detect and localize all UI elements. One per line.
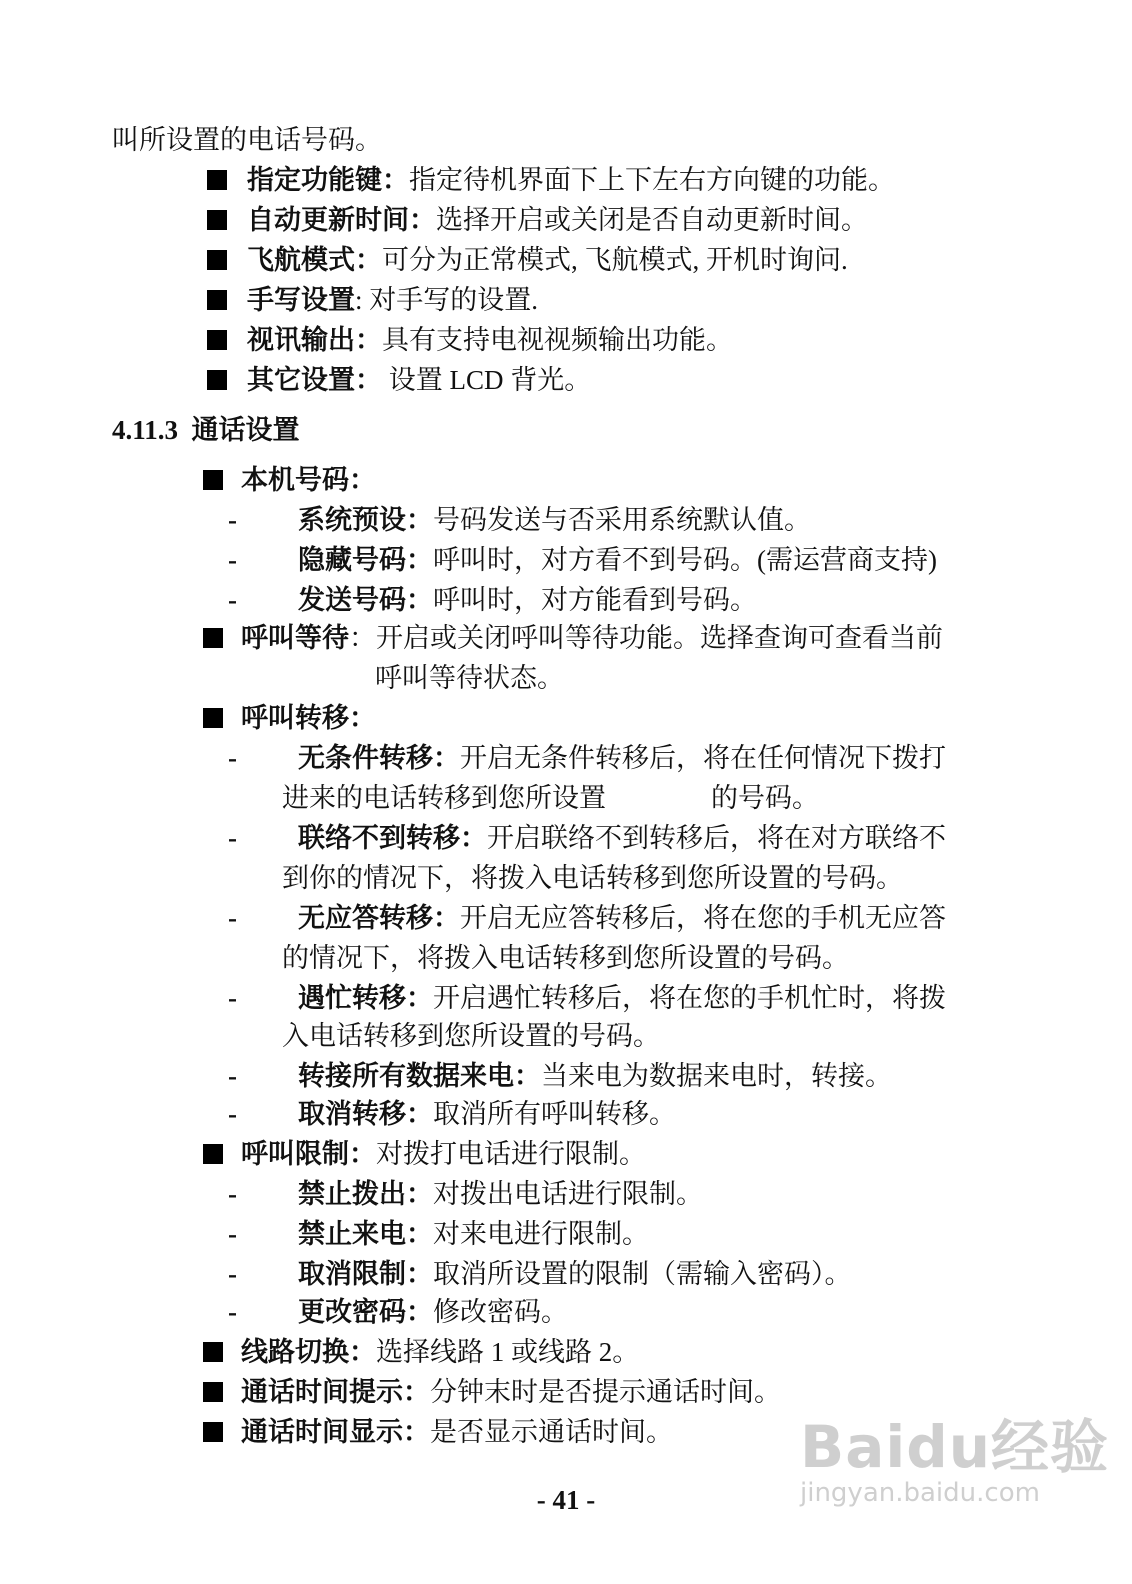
text-part: 的号码。 — [711, 783, 819, 813]
square-bullet-icon — [207, 290, 227, 310]
sub-item-label: 取消转移： — [298, 1099, 433, 1129]
dash-bullet: - — [228, 505, 237, 535]
sub-item-label: 更改密码： — [298, 1297, 433, 1327]
sub-item-text: 当来电为数据来电时，转接。 — [541, 1061, 892, 1091]
item-label: 呼叫限制： — [241, 1139, 376, 1169]
item-text-continued: 呼叫等待状态。 — [375, 663, 564, 693]
sub-item — [228, 980, 946, 1016]
dash-bullet: - — [228, 545, 237, 575]
item-label: 通话时间显示： — [241, 1417, 430, 1447]
sub-item — [228, 542, 937, 578]
sub-item — [228, 582, 757, 618]
sub-item-text: 对拨出电话进行限制。 — [433, 1179, 703, 1209]
item-label: 通话时间提示： — [241, 1377, 430, 1407]
item-text: 可分为正常模式, 飞航模式, 开机时询问. — [382, 245, 848, 275]
sub-item-label: 取消限制： — [298, 1259, 433, 1289]
sub-item-text: 开启遇忙转移后，将在您的手机忙时，将拨 — [433, 983, 946, 1013]
list-item — [203, 462, 376, 498]
item-text: 选择线路 1 或线路 2。 — [376, 1337, 640, 1367]
sub-item-text: 修改密码。 — [433, 1297, 568, 1327]
item-label: 指定功能键： — [247, 165, 409, 195]
sub-item — [228, 740, 946, 776]
list-item — [203, 700, 376, 736]
square-bullet-icon — [203, 1342, 223, 1362]
list-item — [203, 1136, 646, 1172]
watermark-logo: Baidu经验 — [800, 1413, 1110, 1481]
sub-item — [228, 1058, 892, 1094]
square-bullet-icon — [207, 330, 227, 350]
sub-item-text: 开启无条件转移后，将在任何情况下拨打 — [460, 743, 946, 773]
sub-item — [228, 1096, 676, 1132]
square-bullet-icon — [203, 1422, 223, 1442]
intro-text: 叫所设置的电话号码。 — [112, 125, 382, 155]
sub-item-text: 对来电进行限制。 — [433, 1219, 649, 1249]
item-text: 指定待机界面下上下左右方向键的功能。 — [409, 165, 895, 195]
dash-bullet: - — [228, 585, 237, 615]
sub-item-text: 开启无应答转移后，将在您的手机无应答 — [460, 903, 946, 933]
item-label: 手写设置 — [247, 285, 355, 315]
item-label: 飞航模式： — [247, 245, 382, 275]
square-bullet-icon — [207, 170, 227, 190]
item-label: 线路切换： — [241, 1337, 376, 1367]
square-bullet-icon — [203, 708, 223, 728]
item-text: 具有支持电视视频输出功能。 — [382, 325, 733, 355]
item-text: 是否显示通话时间。 — [430, 1417, 673, 1447]
baidu-watermark — [800, 1400, 1109, 1508]
item-label: 自动更新时间： — [247, 205, 436, 235]
item-text: 设置 LCD 背光。 — [382, 365, 592, 395]
sub-item-continued: 到你的情况下，将拨入电话转移到您所设置的号码。 — [282, 863, 903, 893]
item-text: ：开启或关闭呼叫等待功能。选择查询可查看当前 — [349, 623, 943, 653]
dash-bullet: - — [228, 823, 237, 853]
list-item — [207, 322, 733, 358]
sub-item-text: 取消所有呼叫转移。 — [433, 1099, 676, 1129]
sub-item-label: 发送号码： — [298, 585, 433, 615]
square-bullet-icon — [203, 470, 223, 490]
dash-bullet: - — [228, 1219, 237, 1249]
sub-item-label: 遇忙转移： — [298, 983, 433, 1013]
sub-item — [228, 820, 946, 856]
list-item — [207, 202, 868, 238]
sub-item-label: 系统预设： — [298, 505, 433, 535]
list-item — [203, 1374, 781, 1410]
sub-item-continued — [282, 780, 819, 816]
section-number: 4.11.3 — [112, 415, 179, 445]
list-item — [203, 620, 943, 656]
list-item — [207, 242, 848, 278]
dash-bullet: - — [228, 743, 237, 773]
dash-bullet: - — [228, 1259, 237, 1289]
sub-item — [228, 1256, 852, 1292]
list-item — [207, 362, 591, 398]
square-bullet-icon — [207, 370, 227, 390]
item-text: 选择开启或关闭是否自动更新时间。 — [436, 205, 868, 235]
sub-item-text: 取消所设置的限制（需输入密码）。 — [433, 1259, 852, 1289]
sub-item — [228, 1294, 568, 1330]
item-text: 对拨打电话进行限制。 — [376, 1139, 646, 1169]
item-label: 其它设置： — [247, 365, 382, 395]
item-label: 本机号码： — [241, 465, 376, 495]
sub-item-continued: 入电话转移到您所设置的号码。 — [282, 1021, 660, 1051]
watermark-url: jingyan.baidu.com — [800, 1478, 1040, 1508]
dash-bullet: - — [228, 1099, 237, 1129]
square-bullet-icon — [203, 1382, 223, 1402]
square-bullet-icon — [207, 250, 227, 270]
list-item — [207, 282, 538, 318]
list-item — [203, 1334, 639, 1370]
sub-item-label: 隐藏号码： — [298, 545, 433, 575]
list-item — [203, 1414, 673, 1450]
sub-item-label: 禁止来电： — [298, 1219, 433, 1249]
dash-bullet: - — [228, 903, 237, 933]
section-heading — [112, 412, 300, 448]
sub-item — [228, 1176, 703, 1212]
item-label: 呼叫转移： — [241, 703, 376, 733]
list-item — [207, 162, 895, 198]
dash-bullet: - — [228, 1179, 237, 1209]
square-bullet-icon — [203, 1144, 223, 1164]
sub-item-text: 开启联络不到转移后，将在对方联络不 — [487, 823, 946, 853]
square-bullet-icon — [203, 628, 223, 648]
sub-item-label: 无应答转移： — [298, 903, 460, 933]
sub-item — [228, 502, 811, 538]
sub-item-label: 禁止拨出： — [298, 1179, 433, 1209]
square-bullet-icon — [207, 210, 227, 230]
sub-item — [228, 900, 946, 936]
sub-item-text: 号码发送与否采用系统默认值。 — [433, 505, 811, 535]
sub-item-label: 无条件转移： — [298, 743, 460, 773]
dash-bullet: - — [228, 1297, 237, 1327]
sub-item-text: 呼叫时，对方看不到号码。(需运营商支持) — [433, 545, 937, 575]
dash-bullet: - — [228, 983, 237, 1013]
text-part: 进来的电话转移到您所设置 — [282, 783, 606, 813]
sub-item-continued: 的情况下，将拨入电话转移到您所设置的号码。 — [282, 943, 849, 973]
dash-bullet: - — [228, 1061, 237, 1091]
sub-item-label: 联络不到转移： — [298, 823, 487, 853]
item-label: 呼叫等待 — [241, 623, 349, 653]
page-number: - 41 - — [536, 1485, 596, 1515]
sub-item-label: 转接所有数据来电： — [298, 1061, 541, 1091]
section-title: 通话设置 — [191, 415, 300, 445]
sub-item-text: 呼叫时，对方能看到号码。 — [433, 585, 757, 615]
item-text: 分钟末时是否提示通话时间。 — [430, 1377, 781, 1407]
item-text: : 对手写的设置. — [355, 285, 539, 315]
item-label: 视讯输出： — [247, 325, 382, 355]
sub-item — [228, 1216, 649, 1252]
